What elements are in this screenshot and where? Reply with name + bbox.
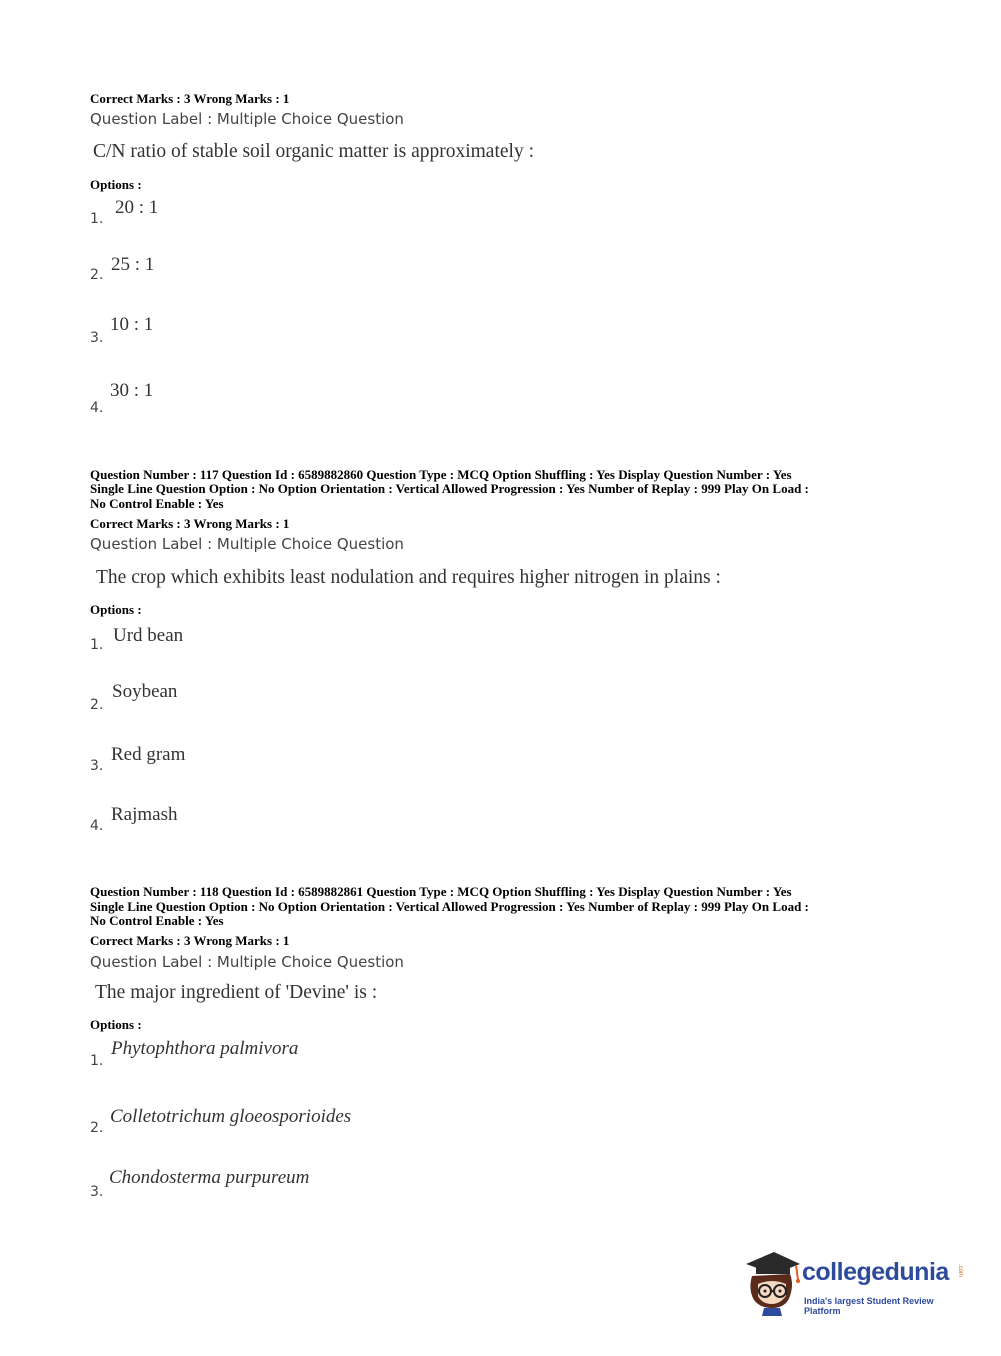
q116-text: C/N ratio of stable soil organic matter is approximately : xyxy=(93,141,534,162)
q116-label: Question Label : Multiple Choice Question xyxy=(90,110,404,128)
q117-marks: Correct Marks : 3 Wrong Marks : 1 xyxy=(90,516,290,531)
brand-logo xyxy=(740,1250,970,1320)
q116-option-2-text: 25 : 1 xyxy=(111,254,155,275)
q116-option-1-number: 1. xyxy=(90,211,104,227)
q117-option-2-number: 2. xyxy=(90,697,104,713)
q117-option-1-text: Urd bean xyxy=(113,625,184,646)
q116-option-4-text: 30 : 1 xyxy=(110,380,154,401)
q117-option-4-text: Rajmash xyxy=(111,804,178,825)
q118-option-3-text: Chondosterma purpureum xyxy=(109,1167,310,1188)
q118-option-1-text: Phytophthora palmivora xyxy=(111,1038,299,1059)
q117-option-3-text: Red gram xyxy=(111,744,186,765)
q118-options-heading: Options : xyxy=(90,1017,142,1032)
q117-option-1-number: 1. xyxy=(90,637,104,653)
brand-tagline: India's largest Student Review Platform xyxy=(804,1296,934,1316)
mascot-icon xyxy=(740,1250,802,1316)
brand-domain-suffix: .com xyxy=(957,1264,963,1278)
q116-option-1-text: 20 : 1 xyxy=(115,197,159,218)
q118-label: Question Label : Multiple Choice Question xyxy=(90,953,404,971)
q118-meta-line1: Question Number : 118 Question Id : 6589882861 Question Type : MCQ Option Shuffling : Yes Display Question Number : Yes xyxy=(90,884,792,899)
q116-option-3-text: 10 : 1 xyxy=(110,314,154,335)
q116-marks: Correct Marks : 3 Wrong Marks : 1 xyxy=(90,91,290,106)
q118-option-2-text: Colletotrichum gloeosporioides xyxy=(110,1106,352,1127)
q116-option-4-number: 4. xyxy=(90,400,104,416)
q118-option-3-number: 3. xyxy=(90,1184,104,1200)
q116-option-2-number: 2. xyxy=(90,267,104,283)
brand-name: collegedunia xyxy=(802,1258,949,1286)
q116-option-3-number: 3. xyxy=(90,330,104,346)
q117-text: The crop which exhibits least nodulation and requires higher nitrogen in plains : xyxy=(96,567,721,588)
q117-meta-line2: Single Line Question Option : No Option Orientation : Vertical Allowed Progression : Yes Number of Replay : 999 Play On Load : xyxy=(90,481,809,496)
q117-meta-line1: Question Number : 117 Question Id : 6589882860 Question Type : MCQ Option Shuffling : Yes Display Question Number : Yes xyxy=(90,467,792,482)
q118-option-2-number: 2. xyxy=(90,1120,104,1136)
q117-option-4-number: 4. xyxy=(90,818,104,834)
q117-options-heading: Options : xyxy=(90,602,142,617)
q118-meta-line2: Single Line Question Option : No Option Orientation : Vertical Allowed Progression : Yes Number of Replay : 999 Play On Load : xyxy=(90,899,809,914)
q118-meta-line3: No Control Enable : Yes xyxy=(90,913,224,928)
q117-meta-line3: No Control Enable : Yes xyxy=(90,496,224,511)
q117-option-2-text: Soybean xyxy=(112,681,178,702)
q117-label: Question Label : Multiple Choice Question xyxy=(90,535,404,553)
q117-option-3-number: 3. xyxy=(90,758,104,774)
q118-marks: Correct Marks : 3 Wrong Marks : 1 xyxy=(90,933,290,948)
q116-options-heading: Options : xyxy=(90,177,142,192)
q118-option-1-number: 1. xyxy=(90,1053,104,1069)
q118-text: The major ingredient of 'Devine' is : xyxy=(95,982,378,1003)
